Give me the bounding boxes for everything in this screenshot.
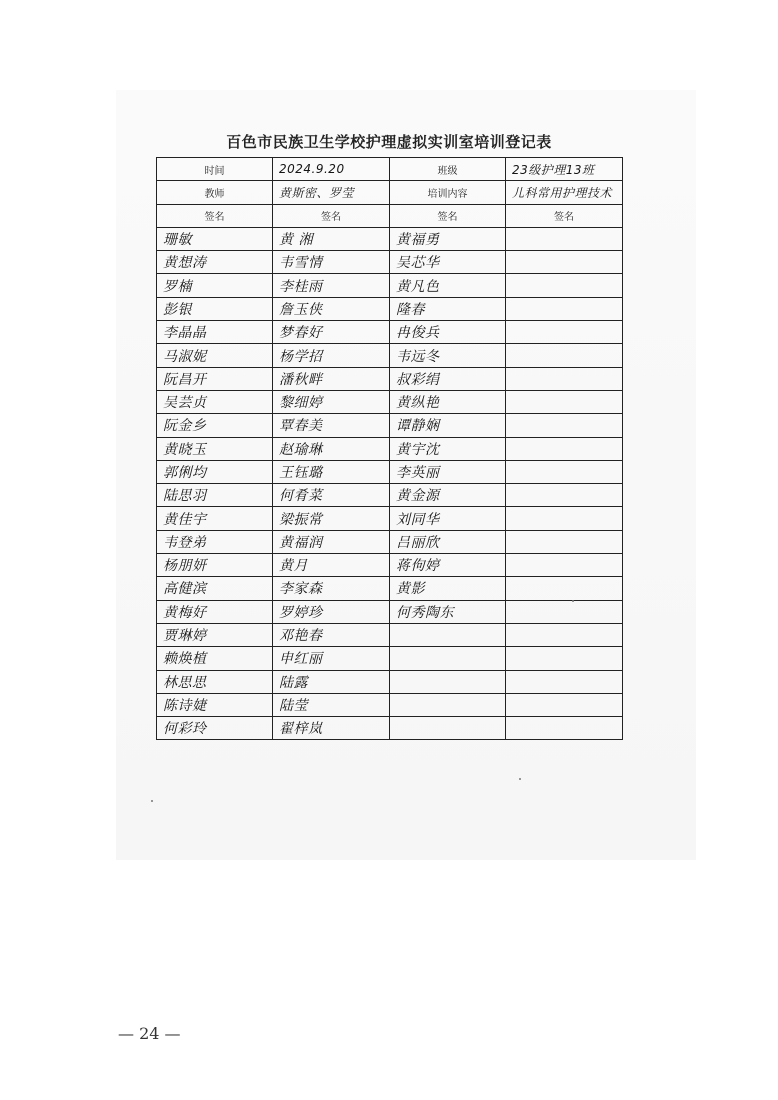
signature-cell: 梦春好: [273, 321, 390, 344]
signature-row: [157, 390, 623, 413]
signature-cell: 黄宇沈: [390, 437, 506, 460]
signature-cell: 阮昌开: [157, 367, 273, 390]
signature-cell: [506, 530, 623, 553]
signature-row: [157, 274, 623, 297]
signature-cell: 珊敏: [157, 227, 273, 250]
signature-cell: 翟梓岚: [273, 717, 390, 740]
teacher-value: 黄斯密、罗莹: [273, 181, 390, 204]
signature-row: [157, 693, 623, 716]
signature-cell: 吴芸贞: [157, 390, 273, 413]
form-title: 百色市民族卫生学校护理虚拟实训室培训登记表: [226, 133, 552, 151]
signature-cell: 杨学招: [273, 344, 390, 367]
signature-row: [157, 297, 623, 320]
signature-row: [157, 251, 623, 274]
signature-cell: 潘秋畔: [273, 367, 390, 390]
signature-cell: [390, 717, 506, 740]
signature-row: [157, 554, 623, 577]
signature-cell: 郭俐均: [157, 460, 273, 483]
signature-cell: [506, 693, 623, 716]
class-label: 班级: [390, 158, 506, 181]
signature-cell: [506, 437, 623, 460]
signature-cell: [506, 717, 623, 740]
signature-cell: 杨朋妍: [157, 554, 273, 577]
signature-cell: [506, 484, 623, 507]
signature-cell: 申红丽: [273, 647, 390, 670]
signature-cell: 黄梅好: [157, 600, 273, 623]
class-value: 23级护理13班: [506, 158, 623, 181]
signature-cell: 邓艳春: [273, 623, 390, 646]
signature-row: [157, 484, 623, 507]
signature-cell: 韦登弟: [157, 530, 273, 553]
signature-row: [157, 344, 623, 367]
signature-cell: 李英丽: [390, 460, 506, 483]
signature-cell: [506, 321, 623, 344]
signature-cell: [390, 693, 506, 716]
signature-cell: 高健滨: [157, 577, 273, 600]
signature-cell: [506, 647, 623, 670]
signature-cell: 黄佳宇: [157, 507, 273, 530]
signature-cell: 何彩玲: [157, 717, 273, 740]
teacher-label: 教师: [157, 181, 273, 204]
sign-header-3: 签名: [390, 204, 506, 227]
signature-row: [157, 670, 623, 693]
signature-cell: 黄纵艳: [390, 390, 506, 413]
sign-header-row: [157, 204, 623, 227]
signature-row: [157, 647, 623, 670]
sign-header-4: 签名: [506, 204, 623, 227]
signature-cell: [506, 460, 623, 483]
signature-cell: 蒋佝婷: [390, 554, 506, 577]
signature-cell: [390, 647, 506, 670]
signature-cell: 吕丽欣: [390, 530, 506, 553]
header-row-time: [157, 158, 623, 181]
signature-cell: 詹玉侠: [273, 297, 390, 320]
signature-row: [157, 460, 623, 483]
signature-cell: [506, 297, 623, 320]
signature-cell: [506, 623, 623, 646]
signature-cell: 陆莹: [273, 693, 390, 716]
signature-cell: 黄凡色: [390, 274, 506, 297]
signature-cell: [506, 274, 623, 297]
signature-cell: 隆春: [390, 297, 506, 320]
signature-row: [157, 321, 623, 344]
scan-speck: [572, 600, 574, 602]
scan-speck: [151, 800, 153, 802]
signature-cell: 黎细婷: [273, 390, 390, 413]
signature-cell: 冉俊兵: [390, 321, 506, 344]
signature-cell: 罗婷珍: [273, 600, 390, 623]
signature-cell: 陆露: [273, 670, 390, 693]
signature-cell: 黄福润: [273, 530, 390, 553]
signature-cell: 李桂雨: [273, 274, 390, 297]
signature-cell: 罗楠: [157, 274, 273, 297]
signature-cell: 韦雪情: [273, 251, 390, 274]
signature-row: [157, 600, 623, 623]
signature-row: [157, 367, 623, 390]
registration-table: [156, 157, 623, 740]
signature-cell: [506, 390, 623, 413]
signature-cell: [506, 227, 623, 250]
sign-header-2: 签名: [273, 204, 390, 227]
signature-cell: [506, 251, 623, 274]
scan-speck: [519, 778, 521, 780]
signature-cell: [506, 507, 623, 530]
signature-row: [157, 227, 623, 250]
signature-cell: 陈诗婕: [157, 693, 273, 716]
signature-cell: 吴芯华: [390, 251, 506, 274]
signature-cell: 赖焕植: [157, 647, 273, 670]
signature-row: [157, 577, 623, 600]
signature-cell: 陆思羽: [157, 484, 273, 507]
signature-cell: 马淑妮: [157, 344, 273, 367]
signature-cell: [506, 344, 623, 367]
signature-cell: 王钰璐: [273, 460, 390, 483]
signature-cell: 黄晓玉: [157, 437, 273, 460]
content-label: 培训内容: [390, 181, 506, 204]
signature-cell: 覃春美: [273, 414, 390, 437]
signature-cell: 赵瑜琳: [273, 437, 390, 460]
signature-row: [157, 623, 623, 646]
signature-cell: 黄 湘: [273, 227, 390, 250]
signature-cell: 梁振常: [273, 507, 390, 530]
signature-cell: [506, 670, 623, 693]
header-row-teacher: [157, 181, 623, 204]
signature-cell: [390, 670, 506, 693]
sign-header-1: 签名: [157, 204, 273, 227]
signature-cell: 何肴菜: [273, 484, 390, 507]
signature-cell: 李家森: [273, 577, 390, 600]
signature-cell: 何秀陶东: [390, 600, 506, 623]
signature-cell: 刘同华: [390, 507, 506, 530]
signature-row: [157, 717, 623, 740]
signature-cell: 阮金乡: [157, 414, 273, 437]
time-value: 2024.9.20: [273, 158, 390, 181]
signature-cell: 林思思: [157, 670, 273, 693]
signature-cell: 叔彩绢: [390, 367, 506, 390]
signature-row: [157, 414, 623, 437]
signature-cell: 黄影: [390, 577, 506, 600]
signature-row: [157, 507, 623, 530]
signature-row: [157, 437, 623, 460]
signature-row: [157, 530, 623, 553]
signature-cell: 韦远冬: [390, 344, 506, 367]
signature-cell: [506, 367, 623, 390]
signature-cell: 彭银: [157, 297, 273, 320]
signature-cell: 李晶晶: [157, 321, 273, 344]
signature-cell: [506, 414, 623, 437]
content-value: 儿科常用护理技术: [506, 181, 623, 204]
page-number: — 24 —: [118, 1024, 181, 1043]
signature-cell: [390, 623, 506, 646]
signature-cell: 黄金源: [390, 484, 506, 507]
signature-cell: 黄福勇: [390, 227, 506, 250]
signature-cell: 黄月: [273, 554, 390, 577]
signature-cell: 贾琳婷: [157, 623, 273, 646]
signature-cell: 黄想涛: [157, 251, 273, 274]
signature-cell: [506, 600, 623, 623]
signature-cell: [506, 577, 623, 600]
time-label: 时间: [157, 158, 273, 181]
signature-cell: [506, 554, 623, 577]
signature-cell: 谭静娴: [390, 414, 506, 437]
